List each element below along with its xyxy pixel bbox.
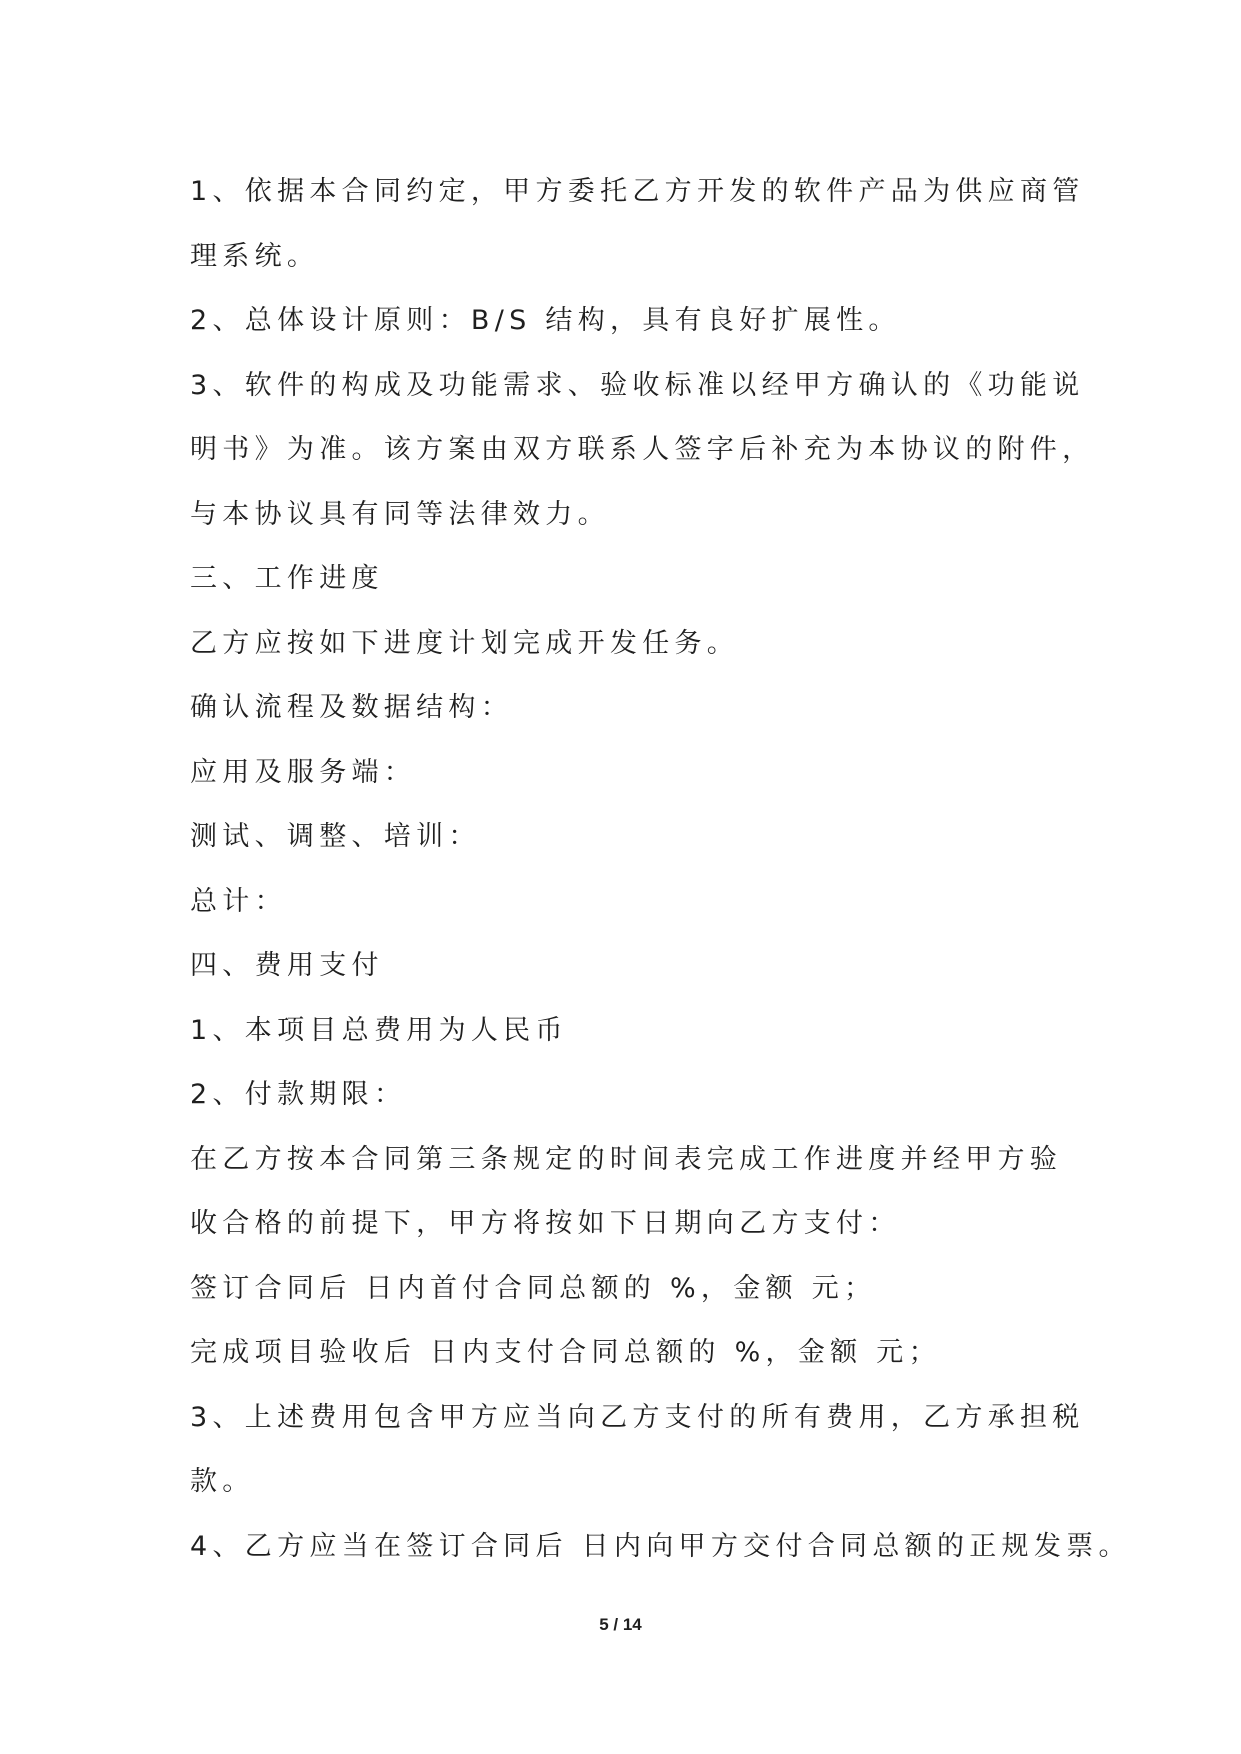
section-heading: 四、费用支付 xyxy=(190,950,384,981)
payment-item: 签订合同后 日内首付合同总额的 %，金额 元； xyxy=(190,1272,877,1304)
paragraph-line: 乙方应按如下进度计划完成开发任务。 xyxy=(190,627,740,659)
paragraph-line: 2、总体设计原则：B/S 结构，具有良好扩展性。 xyxy=(190,305,901,336)
paragraph-line: 与本协议具有同等法律效力。 xyxy=(190,498,610,530)
paragraph-line: 款。 xyxy=(190,1466,255,1497)
page-number: 5 / 14 xyxy=(599,1615,642,1634)
schedule-item: 总计： xyxy=(190,885,287,917)
paragraph-line: 3、软件的构成及功能需求、验收标准以经甲方确认的《功能说 xyxy=(190,369,1085,401)
paragraph-line: 1、依据本合同约定，甲方委托乙方开发的软件产品为供应商管 xyxy=(190,176,1085,207)
schedule-item: 测试、调整、培训： xyxy=(190,821,481,852)
payment-item: 完成项目验收后 日内支付合同总额的 %，金额 元； xyxy=(190,1337,941,1368)
paragraph-line: 明书》为准。该方案由双方联系人签字后补充为本协议的附件， xyxy=(190,434,1095,465)
paragraph-line: 理系统。 xyxy=(190,240,320,272)
paragraph-line: 2、付款期限： xyxy=(190,1079,407,1110)
schedule-item: 确认流程及数据结构： xyxy=(190,692,513,723)
section-heading: 三、工作进度 xyxy=(190,563,384,594)
paragraph-line: 在乙方按本合同第三条规定的时间表完成工作进度并经甲方验 xyxy=(190,1143,1063,1175)
paragraph-line: 1、本项目总费用为人民币 xyxy=(190,1014,568,1046)
schedule-item: 应用及服务端： xyxy=(190,756,417,788)
paragraph-line: 收合格的前提下，甲方将按如下日期向乙方支付： xyxy=(190,1208,901,1239)
paragraph-line: 4、乙方应当在签订合同后 日内向甲方交付合同总额的正规发票。 xyxy=(190,1530,1131,1562)
paragraph-line: 3、上述费用包含甲方应当向乙方支付的所有费用，乙方承担税 xyxy=(190,1401,1085,1433)
document-body xyxy=(190,160,1131,1579)
